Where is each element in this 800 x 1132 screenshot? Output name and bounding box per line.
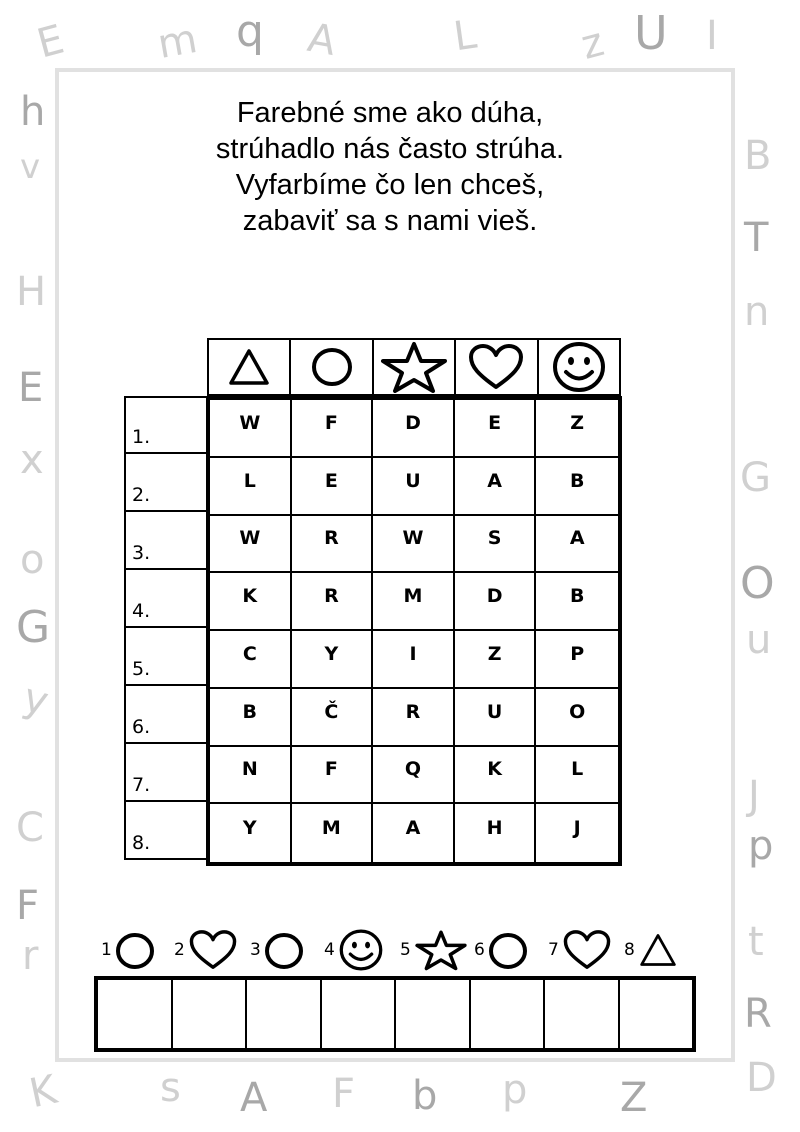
grid-cell: R	[373, 689, 455, 747]
header-cell-triangle	[209, 340, 291, 394]
deco-letter: D	[746, 1055, 777, 1101]
grid-cell: I	[373, 631, 455, 689]
deco-letter: r	[22, 933, 39, 979]
answer-key: 6	[474, 925, 528, 975]
smiley-icon	[338, 927, 384, 973]
answer-box[interactable]	[322, 980, 397, 1048]
heart-icon	[562, 927, 612, 973]
answer-key: 2	[174, 925, 238, 975]
deco-letter: p	[502, 1067, 528, 1113]
smiley-icon	[551, 341, 607, 393]
deco-letter: y	[18, 674, 54, 726]
grid-cell: L	[536, 747, 618, 805]
grid-cell: A	[536, 516, 618, 574]
grid-cell: A	[455, 458, 537, 516]
deco-letter: A	[240, 1075, 268, 1121]
deco-letter: m	[154, 15, 201, 69]
answer-key: 5	[400, 925, 468, 975]
row-label: 5.	[124, 628, 208, 686]
grid-cell: C	[210, 631, 292, 689]
grid-header	[207, 338, 621, 396]
triangle-icon	[227, 347, 271, 387]
header-cell-circle	[291, 340, 373, 394]
grid-cell: K	[210, 573, 292, 631]
grid-cell: Y	[292, 631, 374, 689]
grid-cell: P	[536, 631, 618, 689]
grid-cell: W	[373, 516, 455, 574]
answer-key: 7	[548, 925, 612, 975]
deco-letter: E	[32, 16, 69, 68]
grid-cell: K	[455, 747, 537, 805]
triangle-icon	[638, 931, 678, 969]
deco-letter: b	[412, 1073, 438, 1119]
grid-cell: B	[536, 458, 618, 516]
answer-key: 4	[324, 925, 384, 975]
answer-box[interactable]	[620, 980, 693, 1048]
header-cell-heart	[456, 340, 538, 394]
row-label: 2.	[124, 454, 208, 512]
grid-cell: W	[210, 516, 292, 574]
poem-line: Farebné sme ako dúha,	[236, 97, 544, 129]
deco-letter: K	[25, 1066, 61, 1118]
grid-cell: Q	[373, 747, 455, 805]
row-label: 3.	[124, 512, 208, 570]
answer-box[interactable]	[545, 980, 620, 1048]
deco-letter: z	[576, 19, 609, 69]
deco-letter: u	[746, 617, 772, 663]
deco-letter: h	[20, 89, 46, 135]
deco-letter: t	[748, 919, 764, 965]
poem	[0, 95, 780, 239]
deco-letter: T	[744, 215, 769, 261]
header-cell-smiley	[539, 340, 619, 394]
row-label: 1.	[124, 396, 208, 454]
star-icon	[414, 928, 468, 972]
grid-cell: F	[292, 400, 374, 458]
row-label: 8.	[124, 802, 208, 860]
answer-boxes	[94, 976, 696, 1052]
deco-letter: U	[634, 6, 668, 60]
grid-cell: Y	[210, 804, 292, 862]
grid-cell: E	[292, 458, 374, 516]
deco-letter: x	[20, 437, 44, 483]
deco-letter: F	[332, 1071, 356, 1117]
deco-letter: L	[450, 11, 480, 61]
grid-cell: B	[536, 573, 618, 631]
answer-keys	[96, 925, 696, 975]
deco-letter: Z	[620, 1075, 648, 1121]
grid-cell: H	[455, 804, 537, 862]
deco-letter: F	[16, 883, 40, 929]
grid-cell: R	[292, 516, 374, 574]
heart-icon	[467, 343, 525, 391]
deco-letter: B	[744, 133, 772, 179]
deco-letter: p	[748, 823, 774, 869]
grid-cell: L	[210, 458, 292, 516]
header-cell-star	[374, 340, 456, 394]
grid-cell: E	[455, 400, 537, 458]
poem-line: strúhadlo nás často strúha.	[215, 133, 565, 165]
deco-letter: J	[748, 773, 760, 819]
deco-letter: G	[740, 455, 771, 501]
deco-letter: n	[744, 289, 770, 335]
answer-key: 1	[101, 925, 155, 975]
grid-cell: S	[455, 516, 537, 574]
star-icon	[379, 341, 449, 393]
grid-cell: A	[373, 804, 455, 862]
circle-icon	[264, 930, 304, 970]
deco-letter: C	[16, 805, 44, 851]
answer-key: 8	[624, 925, 678, 975]
deco-letter: E	[18, 365, 44, 411]
circle-icon	[488, 930, 528, 970]
answer-box[interactable]	[247, 980, 322, 1048]
grid-cell: U	[455, 689, 537, 747]
answer-box[interactable]	[396, 980, 471, 1048]
answer-box[interactable]	[471, 980, 546, 1048]
deco-letter: A	[304, 14, 340, 66]
poem-line: Vyfarbíme čo len chceš,	[235, 169, 545, 201]
deco-letter: s	[160, 1065, 181, 1111]
answer-box[interactable]	[98, 980, 173, 1048]
circle-icon	[115, 930, 155, 970]
grid-cell: U	[373, 458, 455, 516]
deco-letter: H	[16, 269, 47, 315]
poem-line: zabaviť sa s nami vieš.	[242, 205, 538, 237]
grid-cell: B	[210, 689, 292, 747]
heart-icon	[188, 927, 238, 973]
grid-cell: Z	[455, 631, 537, 689]
grid-cell: D	[455, 573, 537, 631]
row-label: 4.	[124, 570, 208, 628]
answer-box[interactable]	[173, 980, 248, 1048]
grid-cell: Č	[292, 689, 374, 747]
grid-cell: O	[536, 689, 618, 747]
grid-cell: R	[292, 573, 374, 631]
grid-cell: W	[210, 400, 292, 458]
row-label: 6.	[124, 686, 208, 744]
grid-cell: N	[210, 747, 292, 805]
deco-letter: I	[706, 13, 718, 59]
grid-cell: D	[373, 400, 455, 458]
row-labels	[124, 396, 208, 860]
letter-grid	[206, 396, 622, 866]
deco-letter: v	[20, 147, 41, 187]
deco-letter: G	[16, 602, 51, 653]
deco-letter: q	[236, 6, 264, 57]
circle-icon	[310, 346, 354, 388]
grid-cell: J	[573, 817, 581, 840]
grid-cell: Z	[536, 400, 618, 458]
grid-cell: F	[292, 747, 374, 805]
grid-cell: M	[292, 804, 374, 862]
answer-key: 3	[250, 925, 304, 975]
deco-letter: o	[20, 537, 45, 583]
deco-letter: O	[740, 558, 775, 609]
deco-letter: R	[744, 991, 772, 1037]
grid-cell: M	[373, 573, 455, 631]
row-label: 7.	[124, 744, 208, 802]
